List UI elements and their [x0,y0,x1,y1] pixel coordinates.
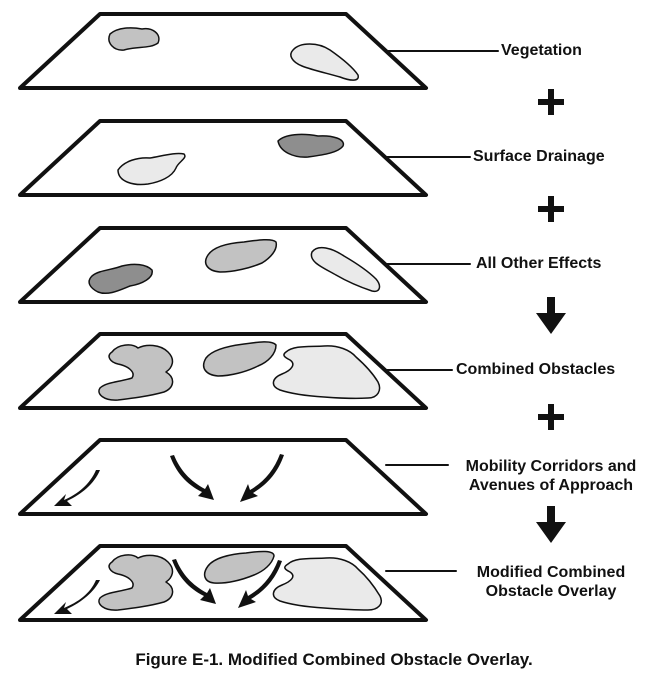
arrow-down-icon [536,297,566,334]
label-combined-obstacles: Combined Obstacles [456,361,616,378]
layer-combined-obstacles [20,334,452,408]
plus-icon [538,404,564,430]
label-vegetation: Vegetation [501,42,582,59]
layer-plane [20,121,426,195]
layer-surface-drainage [20,121,470,195]
label-all-other-effects: All Other Effects [476,255,602,272]
figure-caption: Figure E-1. Modified Combined Obstacle Overlay. [135,650,533,669]
plus-icon [538,89,564,115]
label-modified-combined-line2: Obstacle Overlay [485,583,617,600]
layer-mobility-corridors [20,440,448,514]
label-surface-drainage: Surface Drainage [473,148,605,165]
arrow-down-icon [536,506,566,543]
layer-plane [20,440,426,514]
label-mobility-corridors-line2: Avenues of Approach [468,477,634,494]
label-mobility-corridors [446,457,656,495]
layer-plane [20,14,426,88]
label-modified-combined-overlay [456,563,646,601]
plus-icon [538,196,564,222]
layer-all-other-effects [20,228,470,302]
label-modified-combined-line1: Modified Combined [476,564,626,581]
layer-modified-combined-obstacle-overlay [20,546,456,620]
label-mobility-corridors-line1: Mobility Corridors and [465,458,637,475]
layer-vegetation [20,14,498,88]
